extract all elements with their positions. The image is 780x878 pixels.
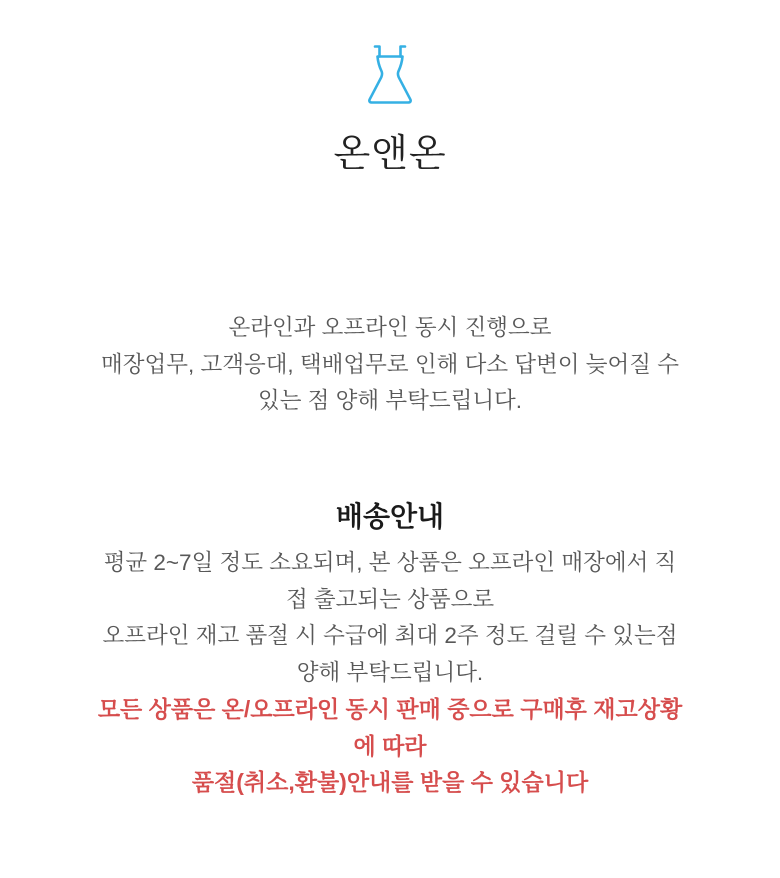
intro-notice-line: 있는 점 양해 부탁드립니다. (257, 388, 523, 413)
shipping-info-body (0, 545, 780, 691)
stock-warning-line: 품절(취소,환불)안내를 받을 수 있습니다 (191, 769, 589, 795)
brand-logo (0, 44, 780, 108)
intro-notice-line: 온라인과 오프라인 동시 진행으로 (228, 315, 552, 340)
shipping-info-heading: 배송안내 (335, 501, 445, 532)
dress-icon (366, 44, 414, 108)
shipping-info-line: 평균 2~7일 정도 소요되며, 본 상품은 오프라인 매장에서 직 (103, 550, 677, 575)
brand-title: 온앤온 (333, 133, 447, 175)
shipping-info-line: 오프라인 재고 품절 시 수급에 최대 2주 정도 걸릴 수 있는점 (102, 623, 678, 648)
intro-notice-line: 매장업무, 고객응대, 택배업무로 인해 다소 답변이 늦어질 수 (101, 351, 679, 377)
intro-notice (0, 310, 780, 420)
stock-warning-notice (0, 691, 780, 801)
stock-warning-line: 에 따라 (353, 732, 427, 759)
stock-warning-line: 모든 상품은 온/오프라인 동시 판매 중으로 구매후 재고상황 (97, 696, 683, 722)
shipping-info-line: 접 출고되는 상품으로 (285, 586, 495, 612)
shipping-info-line: 양해 부탁드립니다. (296, 659, 484, 685)
